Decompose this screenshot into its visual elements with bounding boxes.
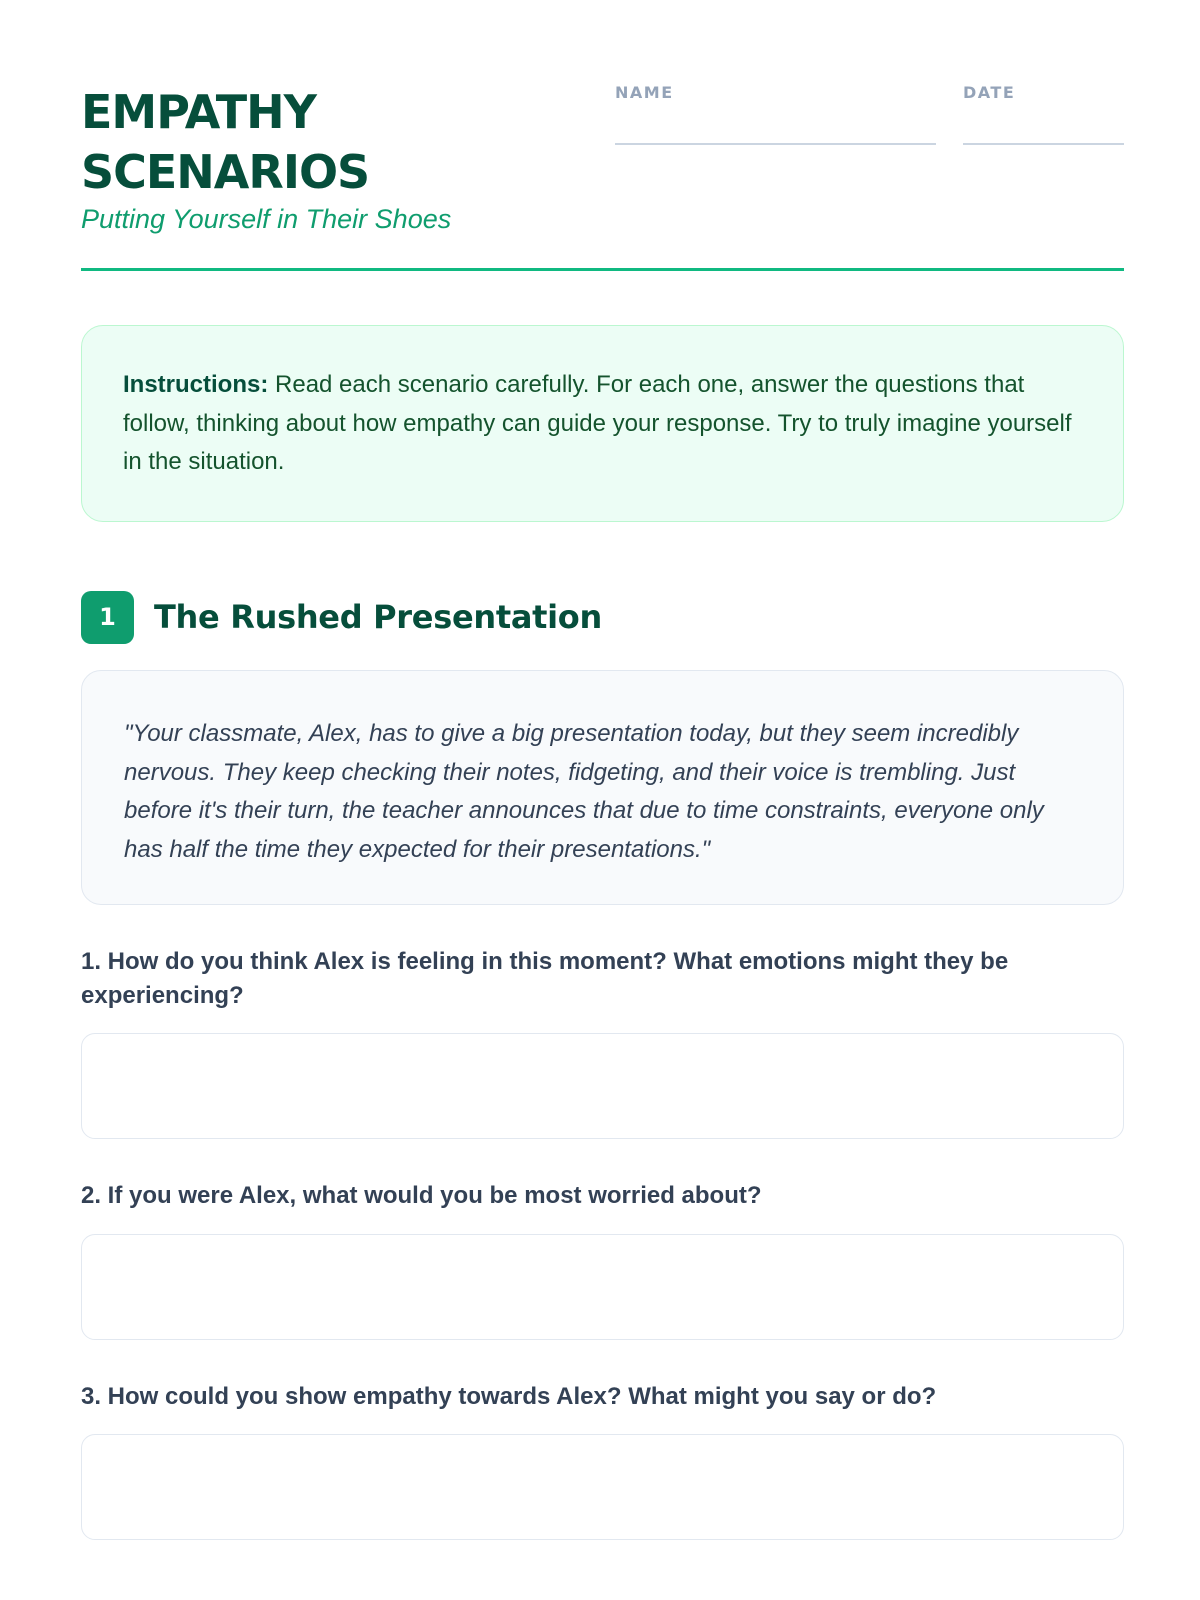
name-label: NAME <box>615 83 674 102</box>
answer-box-3[interactable] <box>81 1434 1124 1540</box>
scenario-text: "Your classmate, Alex, has to give a big presentation today, but they seem incredibly nervous. They keep checking their notes, fidgeting, and their voice is trembling. Just before it's their turn, the teacher announces that due to time constraints, everyone only has half the time they expected for their presentations." <box>81 670 1124 905</box>
title-line-2: SCENARIOS <box>81 145 370 199</box>
instructions-text: Read each scenario carefully. For each one, answer the questions that follow, thinking about how empathy can guide your response. Try to truly imagine yourself in the situation. <box>123 371 1072 475</box>
name-field[interactable] <box>615 82 936 102</box>
question-3: 3. How could you show empathy towards Alex? What might you say or do? <box>81 1383 937 1410</box>
worksheet-subtitle: Putting Yourself in Their Shoes <box>81 204 452 234</box>
date-label: DATE <box>963 83 1016 102</box>
answer-box-1[interactable] <box>81 1033 1124 1139</box>
answer-box-2[interactable] <box>81 1234 1124 1340</box>
question-1: 1. How do you think Alex is feeling in this moment? What emotions might they be experiencing? <box>81 948 1009 1009</box>
date-line[interactable] <box>963 143 1124 145</box>
worksheet-title <box>81 82 601 202</box>
instructions-lead: Instructions: <box>123 371 269 398</box>
worksheet-header <box>81 82 1124 272</box>
scenario-heading <box>81 590 602 644</box>
name-line[interactable] <box>615 143 936 145</box>
date-field[interactable] <box>963 82 1124 102</box>
header-divider <box>81 268 1124 271</box>
title-line-1: EMPATHY <box>81 85 316 139</box>
instructions-box <box>81 325 1124 522</box>
scenario-number-badge: 1 <box>81 591 134 644</box>
scenario-title: The Rushed Presentation <box>154 598 602 636</box>
question-2: 2. If you were Alex, what would you be most worried about? <box>81 1182 762 1209</box>
